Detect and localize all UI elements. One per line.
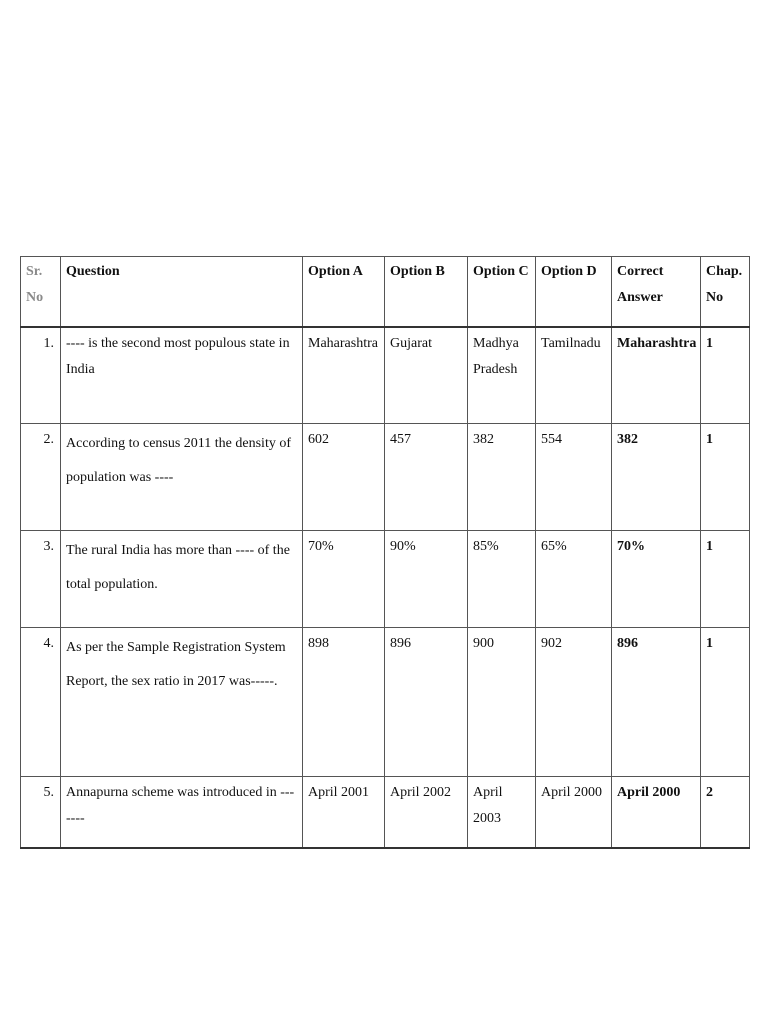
header-option-c: Option C: [468, 257, 536, 328]
sr-no-cell: 3.: [21, 530, 61, 627]
correct-answer-cell: April 2000: [612, 776, 701, 848]
chap-no-cell: 1: [701, 423, 750, 530]
question-cell: ---- is the second most populous state in India: [61, 327, 303, 423]
option-b-cell: 896: [385, 627, 468, 776]
option-a-cell: 602: [303, 423, 385, 530]
option-c-cell: April 2003: [468, 776, 536, 848]
table-row: [21, 530, 750, 627]
header-option-d: Option D: [536, 257, 612, 328]
option-d-cell: 902: [536, 627, 612, 776]
correct-answer-cell: 896: [612, 627, 701, 776]
option-d-cell: Tamilnadu: [536, 327, 612, 423]
header-correct-answer: Correct Answer: [612, 257, 701, 328]
option-b-cell: Gujarat: [385, 327, 468, 423]
option-d-cell: April 2000: [536, 776, 612, 848]
table-row: [21, 327, 750, 423]
option-a-cell: April 2001: [303, 776, 385, 848]
option-b-cell: 90%: [385, 530, 468, 627]
chap-no-cell: 1: [701, 627, 750, 776]
option-a-cell: 70%: [303, 530, 385, 627]
chap-no-cell: 1: [701, 530, 750, 627]
sr-no-cell: 4.: [21, 627, 61, 776]
header-row: [21, 257, 750, 328]
chap-no-cell: 1: [701, 327, 750, 423]
question-cell: According to census 2011 the density of population was ----: [61, 423, 303, 530]
header-option-a: Option A: [303, 257, 385, 328]
header-option-b: Option B: [385, 257, 468, 328]
option-c-cell: Madhya Pradesh: [468, 327, 536, 423]
sr-no-cell: 1.: [21, 327, 61, 423]
option-a-cell: Maharashtra: [303, 327, 385, 423]
header-question: Question: [61, 257, 303, 328]
option-c-cell: 900: [468, 627, 536, 776]
question-cell: Annapurna scheme was introduced in -------: [61, 776, 303, 848]
option-d-cell: 554: [536, 423, 612, 530]
correct-answer-cell: 382: [612, 423, 701, 530]
correct-answer-cell: 70%: [612, 530, 701, 627]
question-cell: The rural India has more than ---- of the total population.: [61, 530, 303, 627]
option-a-cell: 898: [303, 627, 385, 776]
sr-no-cell: 2.: [21, 423, 61, 530]
option-c-cell: 382: [468, 423, 536, 530]
table-row: [21, 776, 750, 848]
question-cell: As per the Sample Registration System Report, the sex ratio in 2017 was-----.: [61, 627, 303, 776]
mcq-table: [20, 256, 750, 849]
chap-no-cell: 2: [701, 776, 750, 848]
option-c-cell: 85%: [468, 530, 536, 627]
option-b-cell: April 2002: [385, 776, 468, 848]
header-chap-no: Chap. No: [701, 257, 750, 328]
header-sr-no: Sr. No: [21, 257, 61, 328]
table-row: [21, 423, 750, 530]
correct-answer-cell: Maharashtra: [612, 327, 701, 423]
option-d-cell: 65%: [536, 530, 612, 627]
table-row: [21, 627, 750, 776]
sr-no-cell: 5.: [21, 776, 61, 848]
option-b-cell: 457: [385, 423, 468, 530]
